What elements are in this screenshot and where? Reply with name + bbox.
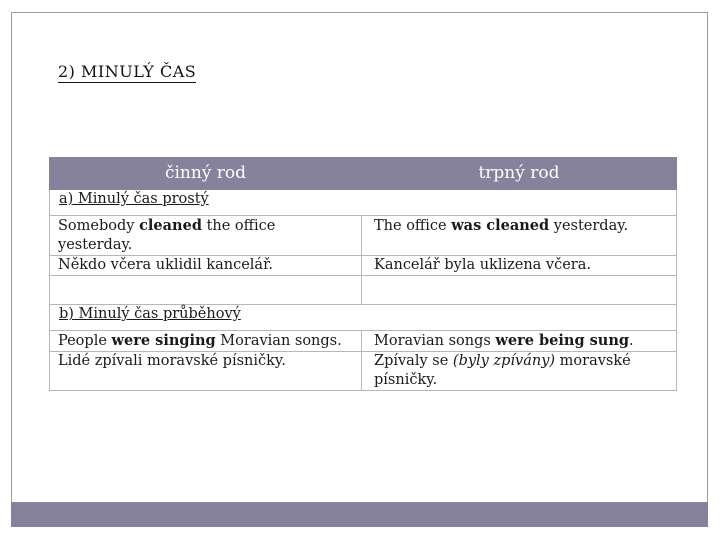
active-cell: Někdo včera uklidil kancelář. [50, 256, 362, 276]
grammar-table [49, 157, 677, 391]
table-row [50, 352, 677, 391]
bottom-bar [11, 502, 708, 527]
header-active-voice: činný rod [50, 158, 362, 190]
section-label-simple-past: a) Minulý čas prostý [59, 191, 209, 207]
passive-cell: Zpívaly se (byly zpívány) moravské písničky. [362, 352, 677, 391]
passive-cell: Kancelář byla uklizena včera. [362, 256, 677, 276]
slide-title: 2) MINULÝ ČAS [58, 62, 197, 81]
spacer-row [50, 276, 677, 305]
passive-cell: The office was cleaned yesterday. [362, 216, 677, 256]
header-row [50, 158, 677, 190]
table-row [50, 256, 677, 276]
table-row [50, 216, 677, 256]
active-cell: People were singing Moravian songs. [50, 331, 362, 352]
header-passive-voice: trpný rod [362, 158, 677, 190]
passive-cell: Moravian songs were being sung. [362, 331, 677, 352]
active-cell: Somebody cleaned the office yesterday. [50, 216, 362, 256]
table-row [50, 331, 677, 352]
section-row [50, 305, 677, 331]
section-row [50, 190, 677, 216]
section-label-past-continuous: b) Minulý čas průběhový [59, 306, 241, 322]
active-cell: Lidé zpívali moravské písničky. [50, 352, 362, 391]
